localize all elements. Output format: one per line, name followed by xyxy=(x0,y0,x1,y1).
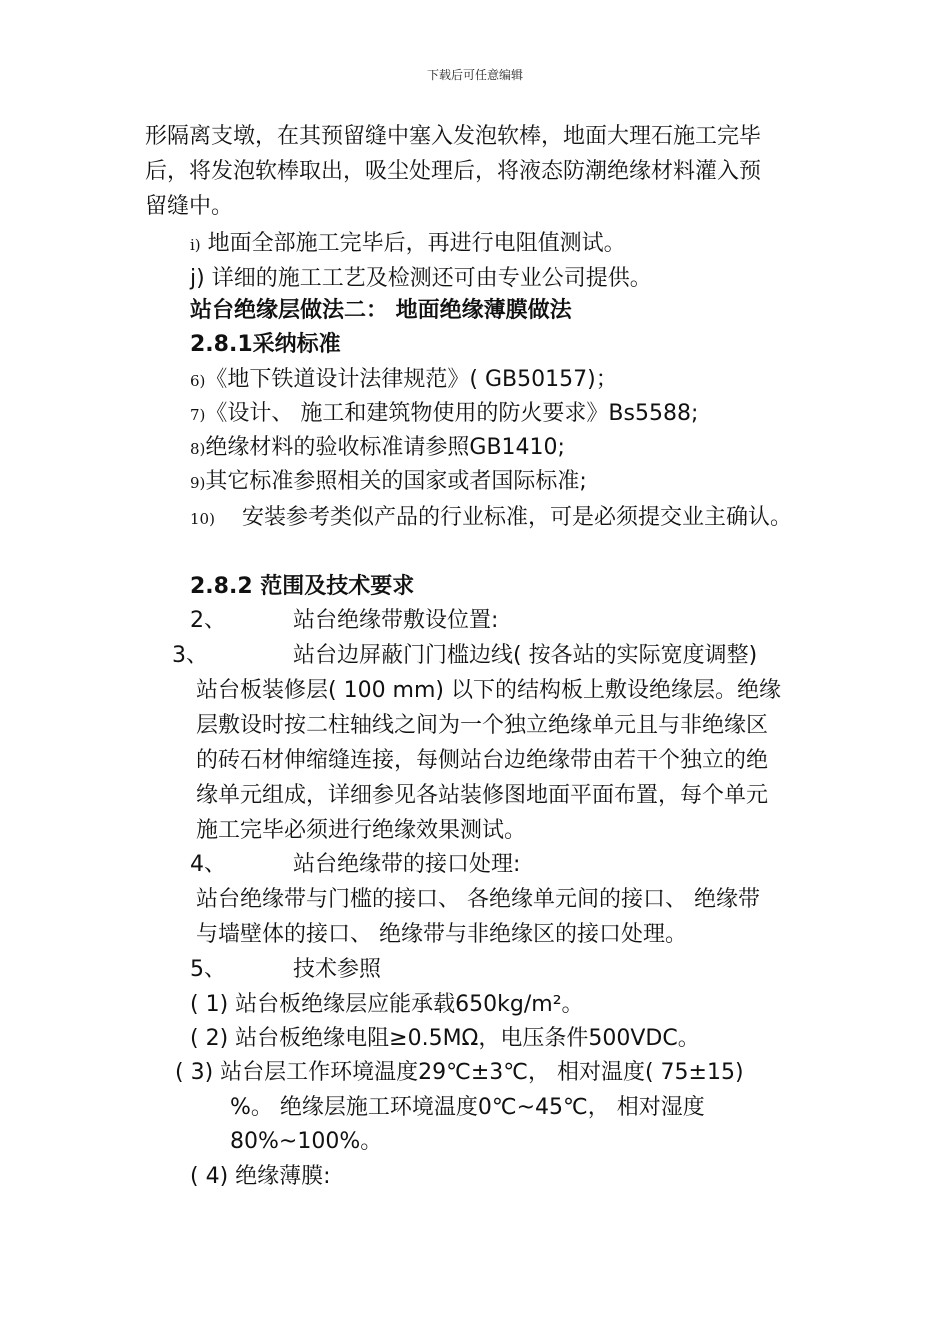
list-text: 站台边屏蔽门门槛边线( 按各站的实际宽度调整) xyxy=(293,643,758,668)
list-text: 绝缘材料的验收标准请参照GB1410; xyxy=(205,435,565,460)
list-marker: 8) xyxy=(190,440,206,458)
param-item: ( 4) 绝缘薄膜: xyxy=(190,1164,331,1189)
list-marker: 3、 xyxy=(172,643,208,668)
page-header: 下载后可任意编辑 xyxy=(426,68,523,82)
list-text: 站台绝缘带的接口处理: xyxy=(293,852,521,877)
paragraph-line: 与墙壁体的接口、 绝缘带与非绝缘区的接口处理。 xyxy=(196,922,687,947)
section-heading: 2.8.2 范围及技术要求 xyxy=(190,574,415,599)
list-marker: 6) xyxy=(190,372,206,390)
list-marker: 9) xyxy=(190,474,206,492)
paragraph-line: 形隔离支墩，在其预留缝中塞入发泡软棒，地面大理石施工完毕 xyxy=(145,124,762,149)
list-item xyxy=(190,503,792,534)
paragraph-line: 施工完毕必须进行绝缘效果测试。 xyxy=(196,818,527,843)
list-item-i xyxy=(190,229,626,260)
list-text: 站台绝缘带敷设位置: xyxy=(293,608,499,633)
section-heading: 站台绝缘层做法二： 地面绝缘薄膜做法 xyxy=(190,298,572,323)
list-text: 《设计、 施工和建筑物使用的防火要求》Bs5588; xyxy=(205,401,699,426)
param-item-cont: %。 绝缘层施工环境温度0℃~45℃， 相对湿度 xyxy=(230,1095,705,1120)
list-marker: 4、 xyxy=(190,852,226,877)
paragraph-line: 缘单元组成，详细参见各站装修图地面平面布置，每个单元 xyxy=(196,783,769,808)
list-item xyxy=(190,433,565,464)
list-item xyxy=(190,365,618,396)
list-text: 《地下铁道设计法律规范》( GB50157)； xyxy=(205,367,618,392)
paragraph-line: 的砖石材伸缩缝连接，每侧站台边绝缘带由若干个独立的绝 xyxy=(196,748,769,773)
list-item xyxy=(190,467,587,498)
list-item xyxy=(190,399,698,430)
paragraph-line: 留缝中。 xyxy=(145,194,234,219)
list-text: 技术参照 xyxy=(293,957,382,982)
param-item: ( 3) 站台层工作环境温度29℃±3℃， 相对温度( 75±15) xyxy=(175,1060,744,1085)
list-marker: 7) xyxy=(190,406,206,424)
list-text: 其它标准参照相关的国家或者国际标准; xyxy=(205,469,587,494)
param-item: ( 1) 站台板绝缘层应能承载650kg/m²。 xyxy=(190,992,584,1017)
list-marker: i) xyxy=(190,236,201,254)
paragraph-line: 后，将发泡软棒取出，吸尘处理后，将液态防潮绝缘材料灌入预 xyxy=(145,159,762,184)
list-marker: 10) xyxy=(190,510,215,528)
section-heading: 2.8.1采纳标准 xyxy=(190,332,341,357)
list-marker: 5、 xyxy=(190,957,226,982)
list-text: 地面全部施工完毕后，再进行电阻值测试。 xyxy=(207,231,626,256)
paragraph-line: 层敷设时按二柱轴线之间为一个独立绝缘单元且与非绝缘区 xyxy=(196,713,769,738)
param-item: ( 2) 站台板绝缘电阻≥0.5MΩ，电压条件500VDC。 xyxy=(190,1026,700,1051)
param-item-cont: 80%~100%。 xyxy=(230,1129,383,1154)
list-marker: 2、 xyxy=(190,608,226,633)
list-text: 安装参考类似产品的行业标准，可是必须提交业主确认。 xyxy=(242,505,793,530)
paragraph-line: 站台板装修层( 100 mm) 以下的结构板上敷设绝缘层。绝缘 xyxy=(196,678,781,703)
paragraph-line: 站台绝缘带与门槛的接口、 各绝缘单元间的接口、 绝缘带 xyxy=(196,887,760,912)
list-item-j: j) 详细的施工工艺及检测还可由专业公司提供。 xyxy=(190,266,652,291)
